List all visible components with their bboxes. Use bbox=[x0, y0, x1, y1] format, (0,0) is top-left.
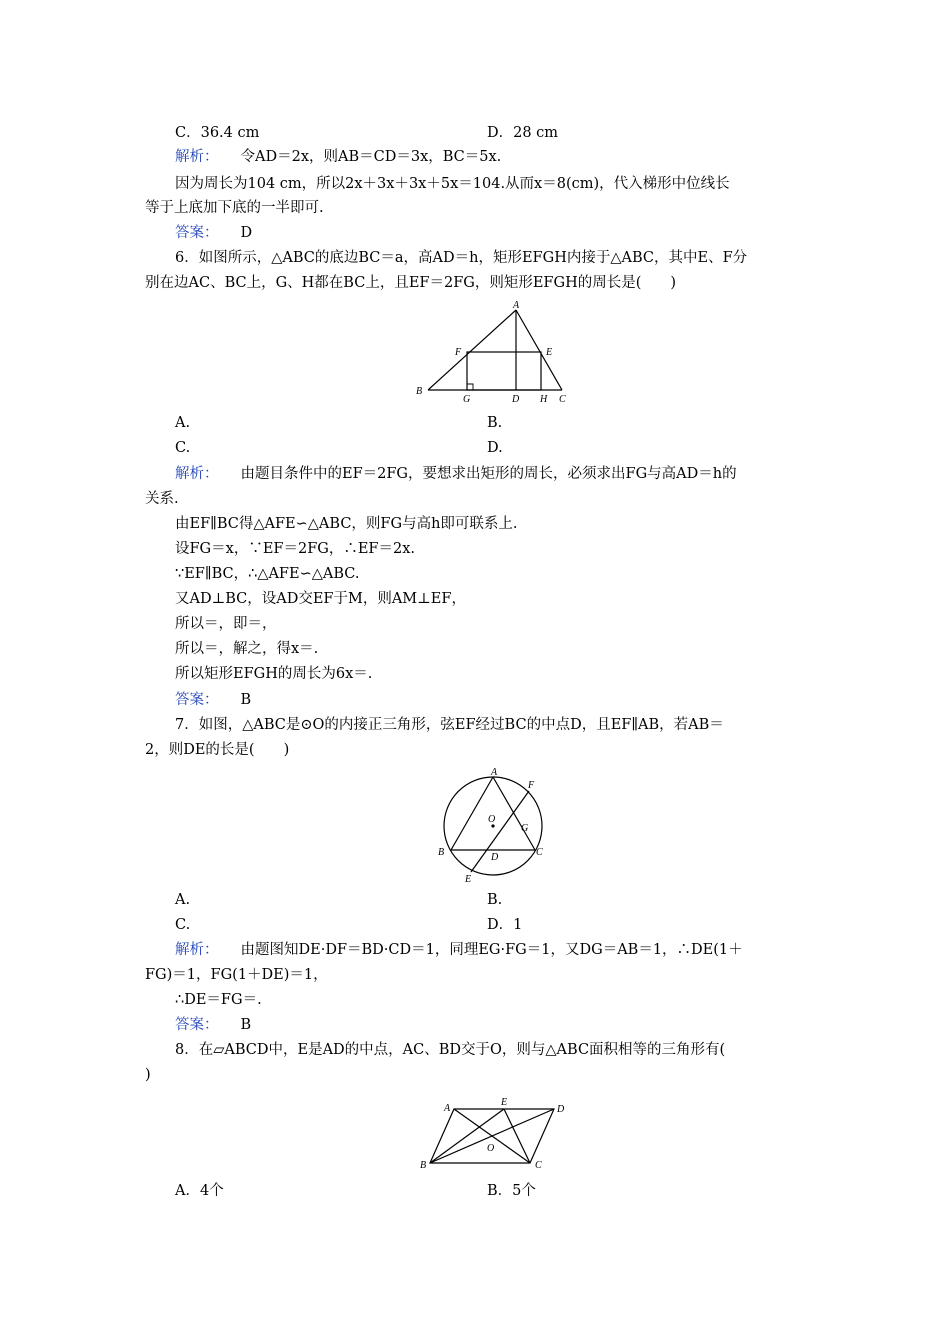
q7-label-c: C bbox=[536, 847, 543, 858]
q6-step-3: 设FG＝x，∵EF＝2FG，∴EF＝2x. bbox=[175, 541, 415, 557]
q6-step-8: 所以矩形EFGH的周长为6x＝. bbox=[175, 666, 373, 682]
q7-label-b: B bbox=[438, 847, 445, 858]
q6-label-h: H bbox=[540, 394, 548, 405]
q7-analysis bbox=[175, 940, 743, 960]
q7-label-e: E bbox=[465, 874, 472, 885]
q6-step-1: 关系. bbox=[145, 491, 179, 507]
q6-stem-line-2: 别在边AC、BC上，G、H都在BC上，且EF＝2FG，则矩形EFGH的周长是( ) bbox=[145, 275, 677, 291]
q8-label-d: D bbox=[557, 1104, 565, 1115]
q7-label-d: D bbox=[491, 852, 499, 863]
answer-value: B bbox=[240, 1017, 252, 1033]
q6-option-a: A. bbox=[175, 415, 191, 431]
q7-answer bbox=[175, 1015, 251, 1035]
q6-label-g: G bbox=[463, 394, 471, 405]
answer-label: 答案： bbox=[175, 692, 219, 708]
q6-label-f: F bbox=[455, 347, 462, 358]
answer-value: B bbox=[240, 692, 252, 708]
answer-value: D bbox=[240, 225, 253, 241]
analysis-text: 由题目条件中的EF＝2FG，要想求出矩形的周长，必须求出FG与高AD＝h的 bbox=[240, 466, 737, 482]
q7-step-1: FG)＝1，FG(1＋DE)＝1， bbox=[145, 967, 328, 983]
analysis-text: 由题图知DE·DF＝BD·CD＝1，同理EG·FG＝1，又DG＝AB＝1，∴DE(1＋ bbox=[240, 942, 743, 958]
q7-step-2: ∴DE＝FG＝. bbox=[175, 992, 262, 1008]
q7-option-c: C. bbox=[175, 917, 191, 933]
analysis-text: 令AD＝2x，则AB＝CD＝3x，BC＝5x. bbox=[240, 149, 502, 165]
answer-label: 答案： bbox=[175, 225, 219, 241]
q8-stem-line-1: 8．在▱ABCD中，E是AD的中点，AC、BD交于O，则与△ABC面积相等的三角形有( bbox=[175, 1042, 726, 1058]
q7-label-f: F bbox=[528, 780, 535, 791]
q5-answer bbox=[175, 223, 252, 243]
q6-label-e: E bbox=[546, 347, 553, 358]
q8-label-b: B bbox=[420, 1160, 427, 1171]
q6-stem-line-1: 6．如图所示，△ABC的底边BC＝a，高AD＝h，矩形EFGH内接于△ABC，其中E、F分 bbox=[175, 250, 748, 266]
q6-label-b: B bbox=[416, 386, 423, 397]
q6-analysis bbox=[175, 464, 737, 484]
q5-analysis bbox=[175, 147, 501, 167]
q8-option-a: A．4个 bbox=[175, 1183, 224, 1199]
q8-parallelogram-figure bbox=[410, 1092, 585, 1174]
q7-option-b: B. bbox=[487, 892, 503, 908]
q6-label-d: D bbox=[512, 394, 520, 405]
q5-option-d: D．28 cm bbox=[487, 125, 559, 141]
q8-stem-line-2: ) bbox=[145, 1067, 151, 1083]
q5-line-2: 因为周长为104 cm，所以2x＋3x＋3x＋5x＝104.从而x＝8(cm)，代入梯形中位线长 bbox=[175, 176, 730, 192]
q7-stem-line-1: 7．如图，△ABC是⊙O的内接正三角形，弦EF经过BC的中点D，且EF∥AB，若AB＝ bbox=[175, 717, 724, 733]
q6-option-d: D. bbox=[487, 440, 503, 456]
q5-option-c: C．36.4 cm bbox=[175, 125, 260, 141]
q5-line-3: 等于上底加下底的一半即可. bbox=[145, 200, 324, 216]
answer-label: 答案： bbox=[175, 1017, 219, 1033]
q8-label-o: O bbox=[487, 1143, 495, 1154]
q6-triangle-figure bbox=[410, 298, 570, 408]
q6-step-5: 又AD⊥BC，设AD交EF于M，则AM⊥EF， bbox=[175, 591, 466, 607]
q6-step-2: 由EF∥BC得△AFE∽△ABC，则FG与高h即可联系上. bbox=[175, 516, 518, 532]
q8-label-a: A bbox=[444, 1103, 451, 1114]
q6-answer bbox=[175, 690, 251, 710]
q7-stem-line-2: 2，则DE的长是( ) bbox=[145, 742, 290, 758]
q8-label-c: C bbox=[535, 1160, 542, 1171]
q6-step-4: ∵EF∥BC，∴△AFE∽△ABC. bbox=[175, 566, 360, 582]
q6-label-c: C bbox=[559, 394, 566, 405]
q6-step-7: 所以＝，解之，得x＝. bbox=[175, 641, 319, 657]
analysis-label: 解析： bbox=[175, 466, 219, 482]
q6-option-c: C. bbox=[175, 440, 191, 456]
q8-option-b: B．5个 bbox=[487, 1183, 536, 1199]
analysis-label: 解析： bbox=[175, 942, 219, 958]
q7-circle-figure bbox=[430, 764, 550, 886]
q7-label-g: G bbox=[521, 823, 529, 834]
q7-option-d: D．1 bbox=[487, 917, 523, 933]
q8-label-e: E bbox=[501, 1097, 508, 1108]
analysis-label: 解析： bbox=[175, 149, 219, 165]
q7-label-o: O bbox=[488, 814, 496, 825]
q7-option-a: A. bbox=[175, 892, 191, 908]
q6-option-b: B. bbox=[487, 415, 503, 431]
q6-step-6: 所以＝，即＝， bbox=[175, 616, 277, 632]
q7-label-a: A bbox=[491, 767, 498, 778]
q6-label-a: A bbox=[513, 300, 520, 311]
